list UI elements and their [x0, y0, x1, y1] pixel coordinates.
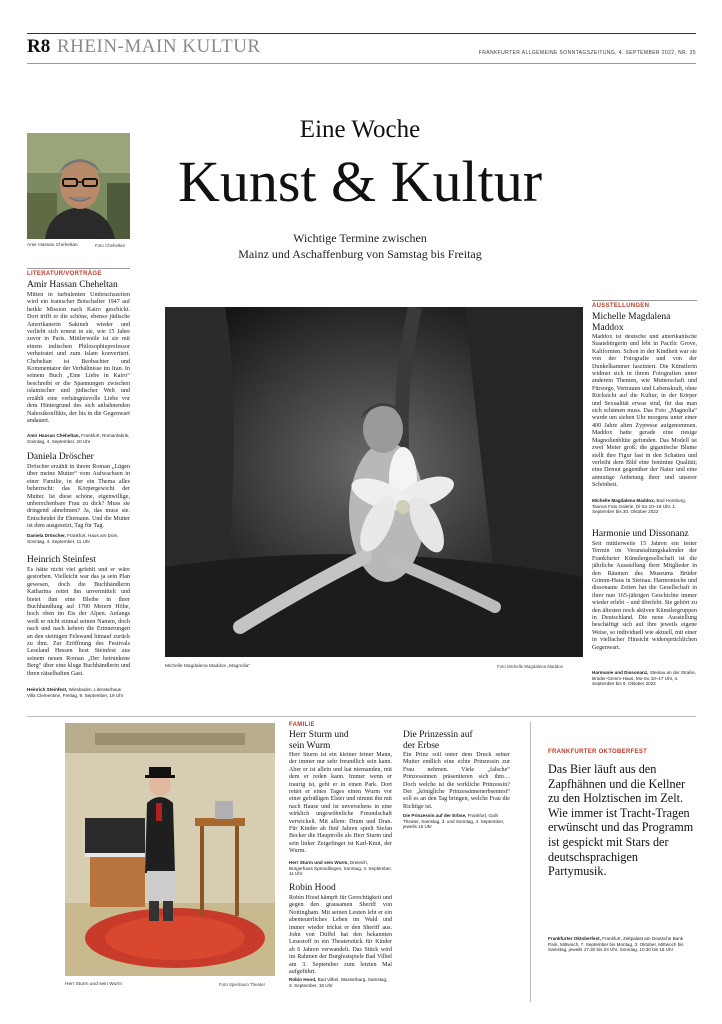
masthead-rule	[27, 33, 696, 34]
author-portrait	[27, 133, 130, 239]
right-article-2-info	[592, 670, 697, 693]
left-article-2-body: Dröscher erzählt in ihrem Roman „Lügen über meine Mutter“ vom Aufwachsen in einer Familie, in der ein Thema alles beherrscht: das Körpergewicht der Mutter. Ist diese schöne, eigenwillige, unberechenbare Frau zu dick? Muss sie dringend abnehmen? Ja, das muss sie. Entscheidet ihr Ehemann. Und die Mutter ist dem ausgesetzt, Tag für Tag.	[27, 464, 130, 530]
family-article-3-info	[403, 813, 510, 830]
section-title: RHEIN-MAIN KULTUR	[57, 36, 261, 57]
info-text: Frankfurt, Romanfabrik, Sonntag, 4. September, 20 Uhr	[27, 433, 130, 444]
family-article-2-body: Robin Hood kämpft für Gerechtigkeit und gegen den grausamen Sheriff von Nottingham. Mit seinen Leuten lebt er ein abenteuerliches Leben im Wald und immer wieder trickst er den Sheriff aus. John von Düffel hat den bekannten Lesestoff in ein Theaterstück für Kinder ab 6 Jahren verwandelt. Das Stück wird im Rahmen der Burgfestspiele Bad Vilbel am 3. September zum letzten Mal aufgeführt.	[289, 895, 392, 976]
left-article-2-title: Daniela Dröscher	[27, 452, 94, 462]
info-bold: Harmonie und Dissonanz,	[592, 670, 649, 675]
theater-photo-credit: Foto Spielraum Theater	[219, 982, 266, 987]
info-text: Bad Homburg, Taunus Foto Galerie, Di-So 10–19 Uhr, 1. September bis 30. Oktober 2022	[592, 498, 686, 515]
right-article-1-title: Michelle Magdalena Maddox	[592, 312, 671, 333]
main-photo-credit: Foto Michelle Magdalena Maddox	[497, 664, 563, 669]
headline-title: Kunst & Kultur	[177, 149, 543, 214]
paper-line: FRANKFURTER ALLGEMEINE SONNTAGSZEITUNG, 4. SEPTEMBER 2022, NR. 35	[478, 50, 696, 56]
page-number: R8	[27, 36, 51, 57]
oktoberfest-kicker: FRANKFURTER OKTOBERFEST	[548, 749, 648, 755]
left-article-1-title: Amir Hassan Cheheltan	[27, 280, 118, 290]
theater-photo-image	[65, 723, 275, 976]
left-article-3-title: Heinrich Steinfest	[27, 555, 96, 565]
info-text: Frankfurt, Haus am Dom, Sonntag, 4. September, 11 Uhr	[27, 533, 119, 544]
left-article-3-body: Es hätte nicht viel gefehlt und er wäre gestorben. Vielleicht war das ja sein Plan gewesen, doch die Buchhändlerin Katharina rettet ihn unvermittelt und bietet ihm eine Bleibe in ihrer Buchhandlung auf 1700 Metern Höhe, hoch oben im Eis der Alpen. Anfangs weiß er nicht einmal seinen Namen, doch nach und nach kehren die Erinnerungen an den steinigen Felswand himauf zurück zu ihm. Zur Eröffnung des Festivals Leseland Hessen liest Steinfest aus seinem neuen Roman „Der betrunkene Berg“ über eine kluge Buchhändlerin und ihren rätselhaften Gast.	[27, 567, 130, 677]
right-rule	[592, 300, 697, 301]
portrait-credit: Foto Cheheltan	[95, 243, 126, 248]
left-article-1-body: Mitten in turbulenten Umbruchszeiten wird ein iranischer Botschafter 1947 auf heikle Mission nach Kairo geschickt. Dort trifft er die schöne, ebenso jüdische Amerikanerin Sakineh wieder und verliebt sich erneut in sie, wie 15 Jahre zuvor in Paris. Mittlerweile ist sie mit einem indischen Philosophieprofessor verheiratet und zum Islam konvertiert. Cheheltan ist Beobachter und Kommentator der Verhältnisse im Iran. In seinem Buch „Eine Liebe in Kairo“ beschreibt er die Spannungen zwischen islamischer und jüdischer Welt und erzählt eine verhängnisvolle Liebe vor dem Hintergrund des sich anbahnenden Nahostkonflikts, der bis in die Gegenwart andauert.	[27, 292, 130, 424]
theater-photo	[65, 723, 275, 976]
info-text: Frankfurt, Galli Theater, Samstag, 3. und Sonntag, 4. September, jeweils 16 Uhr	[403, 813, 505, 830]
info-bold: Heinrich Steinfest,	[27, 687, 68, 692]
right-article-2-body: Seit mittlerweile 15 Jahren ein fester Termin im Veranstaltungskalender der Frankfurter Künstlergesellschaft ist die jährliche Ausstellung ihrer Mitglieder in den Räumen des Museums Brüder Grimm-Haus in Steinau. Harmonische und dissonante Zeiten hat die Gesellschaft in ihrer nun 165-jährigen Geschichte immer wieder erlebt – und überlebt. Sie gehört zu den ältesten noch aktiven Künstlergruppen in Deutschland. Die neue Ausstellung beschäftigt sich auf ihre jeweils eigene Weise, so individuell wie aktuell, mit einer in vielfacher Hinsicht widersprüchlichen Gegenwart.	[592, 541, 697, 651]
info-bold: Die Prinzessin auf der Erbse,	[403, 813, 467, 818]
family-article-1-info	[289, 860, 392, 877]
info-bold: Robin Hood,	[289, 977, 317, 982]
magnolia-photo-image	[165, 307, 583, 657]
bottom-rule	[27, 716, 696, 717]
main-photo	[165, 307, 583, 657]
info-bold: Daniela Dröscher,	[27, 533, 66, 538]
family-article-2-title: Robin Hood	[289, 883, 336, 893]
theater-photo-caption: Herr Sturm und sein Wurm	[65, 982, 122, 987]
right-article-1-info	[592, 498, 697, 521]
headline-subtitle-1: Wichtige Termine zwischen	[293, 231, 427, 245]
right-article-1-body: Maddox ist deutsche und amerikanische Staatsbürgerin und lebt in Pacific Grove, Kalifornien. Schon in der Kindheit war sie von der Fotografie und von der Dunkelkammer fasziniert. Die Künstlerin widmet sich in ihrem Fotografien unter anderem Themen, wie Mutterschaft und Fürsorge, Vertrauen und Lebenskraft, ohne Rücksicht auf die Kultur, in der Körper und Sexualität erwas sind, für das man sich schämen muss. Das Foto „Magnolia“ wurde um sieben Uhr morgens unter einer 400 Jahre alten Zypresse aufgenommen. Maddox hatte gerade eine riesige Magnolienblüte gefunden. Das Modell ist zwei Meter groß; die gigantische Blume stellt ihre Figur fast in den Schatten und verleiht dem Bild eine feminine Qualität; eine Demut gegenüber der Natur und eine anmutige Anbetung ihrer und unserer Schönheit.	[592, 334, 697, 489]
family-article-1-body: Herr Sturm ist ein kleiner feiner Mann, der immer nur sehr freundlich sein kann. Aber er ist allein und hat niemanden, mit dem er reden kann. Immer wenn er traurig ist, geht er in einen Park. Dort rettet er eines Tages einen Wurm vor einer gefräßigen Elster und nimmt ihn mit nach Hause und ist unversehens in eine wirklich ungewöhnliche Freundschaft verwickelt. Mit allem: Drum und Dran. Für Kinder ab fünf Jahren spielt Stefan Becker die Hauptrolle als Herr Sturm und sein linker Zeigefinger ist Karl-Knut, der Wurm.	[289, 752, 392, 855]
oktoberfest-lead: Das Bier läuft aus den Zapfhähnen und die Kellner zu den Holztischen im Zelt. Wie immer ist Tracht-Tragen erwünscht und das Programm ist gespickt mit Stars der deutschsprachigen Partymusik.	[548, 762, 694, 879]
headline-overline: Eine Woche	[299, 116, 421, 143]
family-article-2-info	[289, 977, 392, 994]
info-bold: Michelle Magdalena Maddox,	[592, 498, 656, 503]
info-text: Frankfurt, Zeltpalast am Deutsche Bank Park, Mittwoch, 7. September bis Montag, 3. Oktober, Mittwoch bis Samstag, jeweils 17.30 bis 24 Uhr, Sonntag, 10.30 bis 16 Uhr	[548, 936, 684, 953]
info-bold: Herr Sturm und sein Wurm,	[289, 860, 349, 865]
family-article-3-body: Ein Prinz soll unter dem Druck seiner Mutter endlich eine echte Prinzessin zur Frau nehmen. Viele „falsche“ Prinzessinnen präsentieren sich ihm… Doch welche ist die wirkliche Prinzessin? Der „königliche Prinzessinnenerbsentest“ soll es an den Tag bringen, welche Frau die Richtige ist.	[403, 752, 510, 810]
info-text: Steinau an der Straße, Brüder-Grimm-Haus, Mo-So 10–17 Uhr, 4. September bis 9. Oktober 2022	[592, 670, 696, 687]
info-text: Dreieich, Bürgerhaus Sprendlingen, Sonntag, 4. September, 11 Uhr	[289, 860, 392, 877]
info-bold: Amir Hassan Cheheltan,	[27, 433, 80, 438]
portrait-image	[27, 133, 130, 239]
masthead	[27, 34, 696, 64]
right-kicker: AUSSTELLUNGEN	[592, 303, 650, 309]
family-kicker: FAMILIE	[289, 722, 315, 728]
info-text: Wiesbaden, Literaturhaus Villa Clementine, Freitag, 9. September, 19 Uhr	[27, 687, 124, 698]
family-article-3-title: Die Prinzessin auf der Erbse	[403, 730, 473, 751]
info-text: Bad Vilbel, Wasserburg, Samstag, 3. September, 15 Uhr	[289, 977, 388, 988]
portrait-caption: Amir Hassan Cheheltan	[27, 243, 78, 248]
left-rule	[27, 268, 130, 269]
column-divider	[530, 722, 531, 1002]
left-kicker: LITERATUR/VORTRÄGE	[27, 271, 102, 277]
family-article-1-title: Herr Sturm und sein Wurm	[289, 730, 349, 751]
right-article-2-title: Harmonie und Dissonanz	[592, 529, 689, 539]
masthead-rule-bottom	[27, 63, 696, 64]
oktoberfest-info	[548, 936, 694, 959]
left-article-2-info	[27, 533, 130, 545]
left-article-3-info	[27, 687, 130, 699]
main-photo-caption: Michelle Magdalena Maddox „Magnolia“	[165, 664, 251, 669]
info-bold: Frankfurter Oktoberfest,	[548, 936, 601, 941]
headline-subtitle-2: Mainz und Aschaffenburg von Samstag bis Freitag	[238, 247, 482, 261]
left-article-1-info	[27, 433, 130, 445]
